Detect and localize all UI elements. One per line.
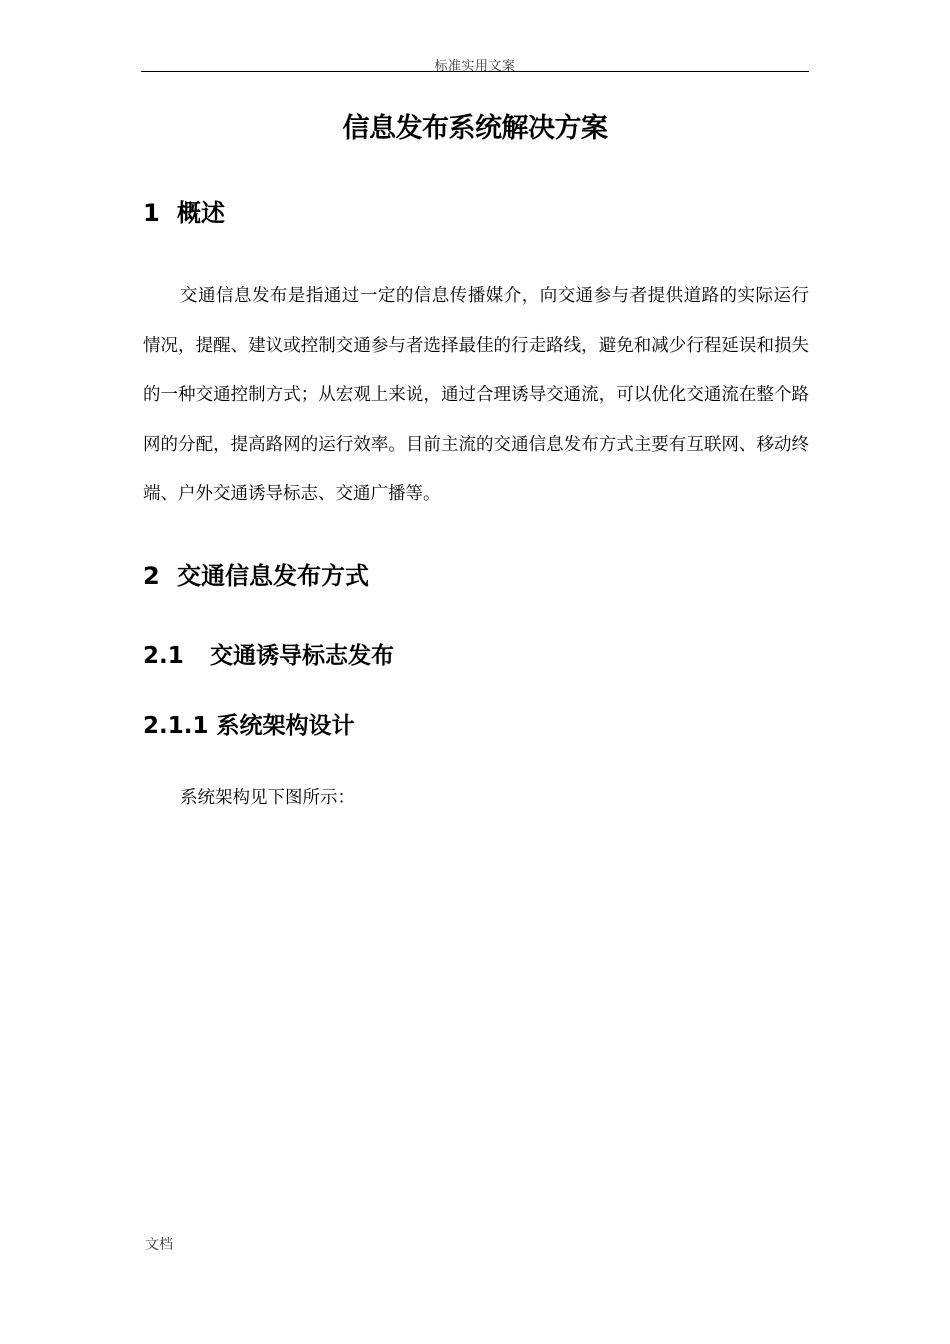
section-2-1-number: 2.1	[143, 643, 184, 669]
section-2-1-title: 交通诱导标志发布	[210, 643, 394, 669]
section-1-heading	[143, 193, 225, 228]
document-title: 信息发布系统解决方案	[342, 113, 608, 144]
section-2-title: 交通信息发布方式	[177, 562, 369, 590]
section-2-1-1-heading: 2.1.1 系统架构设计	[143, 713, 355, 739]
section-1-title: 概述	[177, 199, 225, 227]
section-2-1-heading	[143, 637, 394, 670]
section-2-number: 2	[143, 562, 160, 590]
header-rule	[141, 71, 809, 72]
section-2-heading	[143, 556, 369, 591]
section-2-1-1-paragraph: 系统架构见下图所示：	[180, 788, 355, 808]
section-1-number: 1	[143, 199, 160, 227]
section-1-paragraph: 交通信息发布是指通过一定的信息传播媒介，向交通参与者提供道路的实际运行情况，提醒、建议或控制交通参与者选择最佳的行走路线，避免和减少行程延误和损失的一种交通控制方式；从宏观上来说，通过合理诱导交通流，可以优化交通流在整个路网的分配，提高路网的运行效率。目前主流的交通信息发布方式主要有互联网、移动终端、户外交通诱导标志、交通广播等。	[143, 286, 809, 504]
page-footer-text: 文档	[145, 1237, 173, 1253]
page-header-text: 标准实用文案	[434, 59, 516, 74]
